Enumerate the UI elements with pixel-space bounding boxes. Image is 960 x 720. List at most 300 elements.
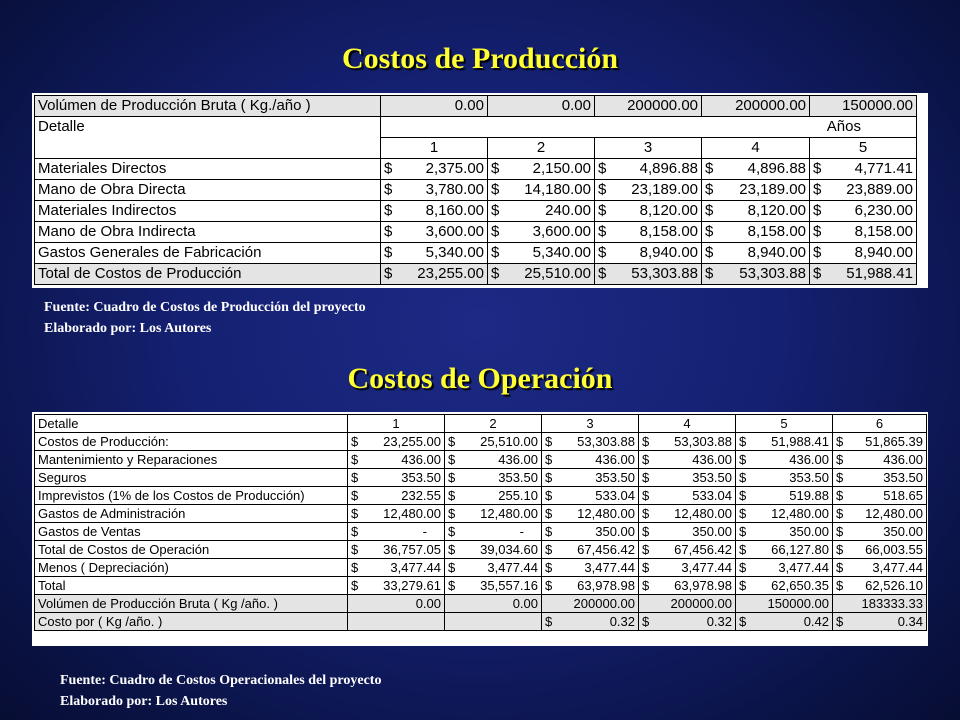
money-cell: [833, 613, 927, 631]
money-wrap: [836, 577, 923, 594]
money-wrap: [642, 433, 732, 450]
money-wrap: [836, 613, 923, 630]
currency-symbol: $: [813, 160, 822, 177]
money-cell: [445, 433, 542, 451]
money-wrap: [545, 577, 635, 594]
money-cell: [639, 487, 736, 505]
money-wrap: [351, 541, 441, 558]
money-wrap: [642, 559, 732, 576]
produccion-volumen-value: 150000.00: [810, 96, 917, 117]
amount-value: 36,757.05: [383, 542, 441, 557]
money-cell: [736, 613, 833, 631]
money-wrap: [642, 469, 732, 486]
currency-symbol: $: [642, 524, 650, 539]
currency-symbol: $: [491, 223, 500, 240]
money-wrap: [836, 505, 923, 522]
money-cell: [348, 487, 445, 505]
produccion-row: [35, 159, 917, 180]
amount-value: 2,150.00: [532, 160, 591, 177]
amount-value: 12,480.00: [383, 506, 441, 521]
money-wrap: [642, 523, 732, 540]
operacion-row: [35, 487, 927, 505]
currency-symbol: $: [491, 181, 500, 198]
currency-symbol: $: [836, 470, 844, 485]
currency-symbol: $: [598, 160, 607, 177]
amount-value: 350.00: [789, 524, 829, 539]
operacion-year-header: 3: [542, 415, 639, 433]
operacion-costo-row: [35, 613, 927, 631]
amount-value: 533.04: [595, 488, 635, 503]
money-cell: [488, 222, 595, 243]
money-cell: [833, 523, 927, 541]
currency-symbol: $: [351, 488, 359, 503]
amount-value: 53,303.88: [739, 265, 806, 282]
money-cell: [702, 243, 810, 264]
money-cell: [736, 577, 833, 595]
amount-value: 63,978.98: [577, 578, 635, 593]
money-cell: [445, 487, 542, 505]
currency-symbol: $: [448, 488, 456, 503]
money-cell: [348, 505, 445, 523]
money-wrap: [491, 243, 591, 263]
money-cell: [702, 222, 810, 243]
money-wrap: [384, 264, 484, 284]
money-cell: [445, 541, 542, 559]
currency-symbol: $: [642, 470, 650, 485]
money-wrap: [448, 559, 538, 576]
money-wrap: [739, 451, 829, 468]
amount-value: 8,940.00: [639, 244, 698, 261]
produccion-volumen-value: 200000.00: [702, 96, 810, 117]
money-cell: [810, 243, 917, 264]
amount-value: 62,526.10: [865, 578, 923, 593]
produccion-year-header: 4: [702, 138, 810, 159]
money-wrap: [642, 505, 732, 522]
currency-symbol: $: [642, 452, 650, 467]
currency-symbol: $: [384, 160, 393, 177]
produccion-volumen-value: 0.00: [381, 96, 488, 117]
money-wrap: [545, 451, 635, 468]
money-cell: [736, 523, 833, 541]
money-cell: [736, 505, 833, 523]
money-wrap: [813, 201, 913, 221]
money-wrap: [739, 469, 829, 486]
money-cell: [833, 451, 927, 469]
money-wrap: [705, 222, 806, 242]
money-wrap: [739, 559, 829, 576]
money-wrap: [351, 469, 441, 486]
money-cell: [639, 451, 736, 469]
money-cell: [348, 577, 445, 595]
money-wrap: [545, 523, 635, 540]
money-wrap: [491, 180, 591, 200]
amount-value: 353.50: [883, 470, 923, 485]
amount-value: 436.00: [789, 452, 829, 467]
amount-value: 8,160.00: [425, 202, 484, 219]
amount-value: 3,477.44: [778, 560, 829, 575]
amount-value: 0.42: [803, 614, 829, 629]
currency-symbol: $: [491, 202, 500, 219]
money-wrap: [598, 180, 698, 200]
amount-value: 0.32: [706, 614, 732, 629]
operacion-header-row: [35, 415, 927, 433]
money-cell: [810, 159, 917, 180]
currency-symbol: $: [598, 265, 607, 282]
money-wrap: [642, 451, 732, 468]
operacion-costo-label: Costo por ( Kg /año. ): [35, 613, 348, 631]
currency-symbol: $: [351, 560, 359, 575]
currency-symbol: $: [545, 578, 553, 593]
produccion-volumen-value: 200000.00: [595, 96, 702, 117]
currency-symbol: $: [351, 524, 359, 539]
money-cell: [488, 243, 595, 264]
operacion-year-header: 6: [833, 415, 927, 433]
amount-value: 12,480.00: [771, 506, 829, 521]
currency-symbol: $: [351, 434, 359, 449]
operacion-row: [35, 523, 927, 541]
money-cell: [542, 433, 639, 451]
amount-value: 8,940.00: [747, 244, 806, 261]
money-wrap: [813, 222, 913, 242]
money-cell: [381, 264, 488, 285]
currency-symbol: $: [351, 578, 359, 593]
currency-symbol: $: [545, 452, 553, 467]
money-cell: [736, 559, 833, 577]
money-wrap: [813, 180, 913, 200]
amount-value: 8,158.00: [854, 223, 913, 240]
amount-value: 3,477.44: [487, 560, 538, 575]
amount-value: 518.65: [883, 488, 923, 503]
currency-symbol: $: [384, 265, 393, 282]
currency-symbol: $: [384, 202, 393, 219]
amount-value: 8,120.00: [639, 202, 698, 219]
money-cell: [833, 469, 927, 487]
money-wrap: [642, 541, 732, 558]
money-wrap: [491, 222, 591, 242]
money-wrap: [642, 577, 732, 594]
amount-value: 350.00: [692, 524, 732, 539]
money-wrap: [836, 487, 923, 504]
money-cell: [595, 222, 702, 243]
operacion-elaborado: Elaborado por: Los Autores: [60, 694, 228, 709]
currency-symbol: $: [739, 560, 747, 575]
currency-symbol: $: [448, 524, 456, 539]
amount-value: 350.00: [883, 524, 923, 539]
operacion-row-label: Menos ( Depreciación): [35, 559, 348, 577]
currency-symbol: $: [384, 223, 393, 240]
currency-symbol: $: [836, 488, 844, 503]
money-cell: [445, 559, 542, 577]
produccion-year-header: 3: [595, 138, 702, 159]
produccion-body: [35, 159, 917, 285]
operacion-row: [35, 469, 927, 487]
currency-symbol: $: [642, 506, 650, 521]
money-wrap: [739, 433, 829, 450]
currency-symbol: $: [813, 202, 822, 219]
currency-symbol: $: [836, 524, 844, 539]
amount-value: 25,510.00: [480, 434, 538, 449]
operacion-row-label: Gastos de Administración: [35, 505, 348, 523]
money-cell: [810, 201, 917, 222]
money-cell: [736, 541, 833, 559]
amount-value: 533.04: [692, 488, 732, 503]
money-wrap: [384, 180, 484, 200]
currency-symbol: $: [598, 202, 607, 219]
money-wrap: [448, 505, 538, 522]
currency-symbol: $: [545, 614, 553, 629]
amount-value: 3,477.44: [681, 560, 732, 575]
money-cell: [381, 201, 488, 222]
currency-symbol: $: [491, 265, 500, 282]
money-wrap: [545, 487, 635, 504]
amount-value: 232.55: [401, 488, 441, 503]
money-cell: [702, 264, 810, 285]
amount-value: 66,127.80: [771, 542, 829, 557]
money-cell: [639, 559, 736, 577]
money-cell: [639, 469, 736, 487]
money-cell: [445, 469, 542, 487]
currency-symbol: $: [384, 244, 393, 261]
amount-value: 12,480.00: [674, 506, 732, 521]
currency-symbol: $: [705, 160, 714, 177]
produccion-elaborado: Elaborado por: Los Autores: [44, 321, 212, 336]
money-wrap: [598, 159, 698, 179]
money-cell: [810, 222, 917, 243]
money-cell: [595, 201, 702, 222]
operacion-year-header: 5: [736, 415, 833, 433]
money-wrap: [739, 577, 829, 594]
money-cell: [639, 523, 736, 541]
currency-symbol: $: [598, 223, 607, 240]
amount-value: 6,230.00: [854, 202, 913, 219]
amount-value: 53,303.88: [631, 265, 698, 282]
money-wrap: [598, 222, 698, 242]
money-wrap: [705, 180, 806, 200]
money-cell: [348, 559, 445, 577]
amount-value: 5,340.00: [532, 244, 591, 261]
currency-symbol: $: [448, 506, 456, 521]
amount-value: 436.00: [883, 452, 923, 467]
produccion-detalle-header: Detalle: [35, 117, 381, 159]
amount-value: 3,477.44: [390, 560, 441, 575]
amount-value: 3,780.00: [425, 181, 484, 198]
currency-symbol: $: [491, 160, 500, 177]
amount-value: 67,456.42: [577, 542, 635, 557]
produccion-fuente: Fuente: Cuadro de Costos de Producción del proyecto: [44, 300, 366, 315]
currency-symbol: $: [351, 470, 359, 485]
produccion-volumen-value: 0.00: [488, 96, 595, 117]
currency-symbol: $: [705, 265, 714, 282]
money-cell: [833, 433, 927, 451]
operacion-volumen-label: Volúmen de Producción Bruta ( Kg /año. ): [35, 595, 348, 613]
produccion-row: [35, 243, 917, 264]
currency-symbol: $: [813, 265, 822, 282]
money-cell: [595, 264, 702, 285]
money-cell: [595, 159, 702, 180]
money-cell: [639, 505, 736, 523]
operacion-volumen-value: 183333.33: [833, 595, 927, 613]
produccion-sheet: [32, 93, 928, 288]
currency-symbol: $: [642, 542, 650, 557]
money-wrap: [642, 613, 732, 630]
currency-symbol: $: [384, 181, 393, 198]
operacion-row: [35, 541, 927, 559]
money-cell: [639, 577, 736, 595]
produccion-title: Costos de Producción: [341, 42, 619, 75]
operacion-row-label: Costos de Producción:: [35, 433, 348, 451]
produccion-anos-header: Años: [381, 117, 917, 138]
amount-value: 4,896.88: [747, 160, 806, 177]
operacion-row: [35, 559, 927, 577]
amount-value: 240.00: [545, 202, 591, 219]
amount-value: 39,034.60: [480, 542, 538, 557]
money-cell: [736, 469, 833, 487]
money-wrap: [705, 243, 806, 263]
money-cell: [542, 523, 639, 541]
money-wrap: [351, 505, 441, 522]
produccion-header-row: [35, 117, 917, 138]
amount-value: 4,771.41: [854, 160, 913, 177]
money-wrap: [598, 201, 698, 221]
produccion-total-row: [35, 264, 917, 285]
produccion-year-header: 2: [488, 138, 595, 159]
amount-value: 255.10: [498, 488, 538, 503]
currency-symbol: $: [545, 434, 553, 449]
money-cell: [445, 451, 542, 469]
currency-symbol: $: [739, 524, 747, 539]
amount-value: 67,456.42: [674, 542, 732, 557]
currency-symbol: $: [836, 578, 844, 593]
operacion-fuente: Fuente: Cuadro de Costos Operacionales del proyecto: [60, 673, 382, 688]
amount-value: 3,477.44: [872, 560, 923, 575]
money-cell: [348, 469, 445, 487]
operacion-sheet: [32, 412, 928, 646]
money-cell: [348, 541, 445, 559]
money-cell: [810, 264, 917, 285]
money-wrap: [491, 264, 591, 284]
currency-symbol: $: [836, 614, 844, 629]
money-wrap: [448, 541, 538, 558]
money-cell: [736, 433, 833, 451]
operacion-year-header: 2: [445, 415, 542, 433]
money-cell: [542, 577, 639, 595]
currency-symbol: $: [813, 181, 822, 198]
money-cell: [542, 541, 639, 559]
money-wrap: [836, 559, 923, 576]
currency-symbol: $: [739, 452, 747, 467]
operacion-year-header: 4: [639, 415, 736, 433]
currency-symbol: $: [739, 488, 747, 503]
currency-symbol: $: [739, 470, 747, 485]
money-wrap: [836, 523, 923, 540]
amount-value: 51,865.39: [865, 434, 923, 449]
money-wrap: [836, 433, 923, 450]
money-cell: [542, 451, 639, 469]
money-cell: [639, 433, 736, 451]
money-wrap: [813, 243, 913, 263]
money-wrap: [545, 469, 635, 486]
money-cell: [833, 559, 927, 577]
currency-symbol: $: [836, 506, 844, 521]
operacion-volumen-value: 150000.00: [736, 595, 833, 613]
operacion-volumen-value: 0.00: [445, 595, 542, 613]
currency-symbol: $: [836, 434, 844, 449]
money-wrap: [351, 487, 441, 504]
amount-value: 3,477.44: [584, 560, 635, 575]
currency-symbol: $: [448, 470, 456, 485]
money-cell: [542, 559, 639, 577]
currency-symbol: $: [642, 560, 650, 575]
currency-symbol: $: [642, 614, 650, 629]
money-wrap: [836, 451, 923, 468]
money-wrap: [384, 201, 484, 221]
amount-value: 23,189.00: [739, 181, 806, 198]
amount-value: 62,650.35: [771, 578, 829, 593]
currency-symbol: $: [351, 506, 359, 521]
currency-symbol: $: [491, 244, 500, 261]
currency-symbol: $: [705, 202, 714, 219]
money-cell: [445, 523, 542, 541]
operacion-row-label: Mantenimiento y Reparaciones: [35, 451, 348, 469]
money-cell: [833, 487, 927, 505]
currency-symbol: $: [836, 560, 844, 575]
money-wrap: [545, 541, 635, 558]
produccion-table: [34, 95, 917, 285]
money-wrap: [739, 523, 829, 540]
currency-symbol: $: [836, 452, 844, 467]
money-cell: [702, 180, 810, 201]
operacion-row: [35, 577, 927, 595]
amount-value: 5,340.00: [425, 244, 484, 261]
money-wrap: [384, 159, 484, 179]
currency-symbol: $: [813, 244, 822, 261]
money-cell: [445, 577, 542, 595]
amount-value: 53,303.88: [674, 434, 732, 449]
money-wrap: [351, 451, 441, 468]
money-cell: [488, 201, 595, 222]
money-wrap: [705, 159, 806, 179]
amount-value: 0.32: [609, 614, 635, 629]
money-cell: [381, 222, 488, 243]
amount-value: 8,158.00: [639, 223, 698, 240]
operacion-row: [35, 505, 927, 523]
currency-symbol: $: [705, 244, 714, 261]
currency-symbol: $: [545, 560, 553, 575]
currency-symbol: $: [836, 542, 844, 557]
amount-value: 519.88: [789, 488, 829, 503]
currency-symbol: $: [448, 560, 456, 575]
operacion-row: [35, 451, 927, 469]
money-cell: [381, 180, 488, 201]
currency-symbol: $: [351, 452, 359, 467]
currency-symbol: $: [351, 542, 359, 557]
amount-value: 23,255.00: [417, 265, 484, 282]
money-cell: [702, 201, 810, 222]
produccion-volumen-label: Volúmen de Producción Bruta ( Kg./año ): [35, 96, 381, 117]
amount-value: 8,120.00: [747, 202, 806, 219]
amount-value: 12,480.00: [480, 506, 538, 521]
money-cell: [542, 487, 639, 505]
currency-symbol: $: [598, 244, 607, 261]
money-wrap: [491, 159, 591, 179]
produccion-year-header: 1: [381, 138, 488, 159]
money-wrap: [448, 469, 538, 486]
money-cell: [348, 451, 445, 469]
amount-value: 66,003.55: [865, 542, 923, 557]
produccion-row-label: Materiales Directos: [35, 159, 381, 180]
amount-value: 4,896.88: [639, 160, 698, 177]
money-wrap: [448, 451, 538, 468]
